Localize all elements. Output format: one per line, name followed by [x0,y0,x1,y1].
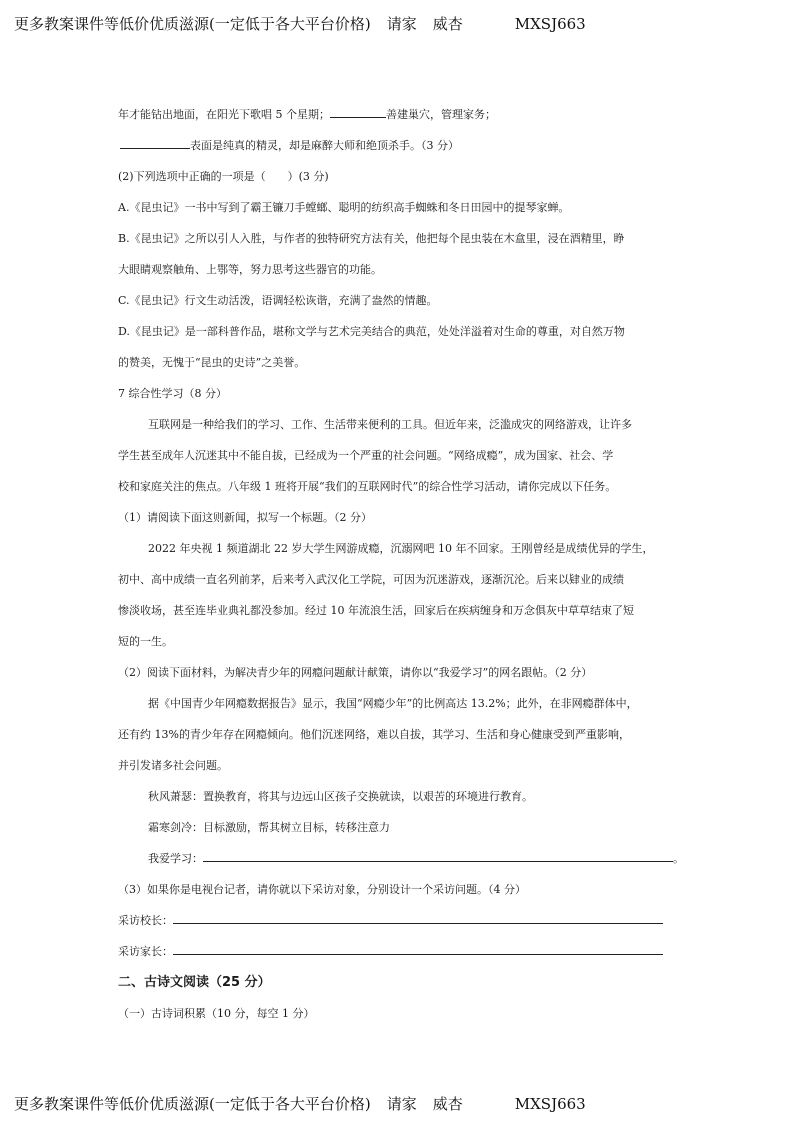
q7-para-1: 互联网是一种给我们的学习、工作、生活带来便利的工具。但近年来，泛滥成灾的网络游戏，让许多 [148,418,632,431]
news-line-3: 惨淡收场，甚至连毕业典礼都没参加。经过 10 年流浪生活，回家后在疾病缠身和万念俱灰中草草结束了短 [118,604,634,617]
answer-blank [203,851,673,862]
section-2-title: 二、古诗文阅读（25 分） [118,975,271,990]
q6-sub2: (2)下列选项中正确的一项是（ ）(3 分) [118,170,329,183]
option-d-line-1: D.《昆虫记》是一部科普作品，堪称文学与艺术完美结合的典范，处处洋溢着对生命的尊重，对自然万物 [118,325,625,338]
interview-principal [118,905,678,936]
interview-parent-blank [173,944,663,955]
interview-parent-label: 采访家长： [118,945,173,958]
option-a: A.《昆虫记》一书中写到了霸王镰刀手螳螂、聪明的纺织高手蜘蛛和冬日田园中的提琴家蝉。 [118,201,570,214]
q6-text-1a: 年才能钻出地面，在阳光下歌唱 5 个星期； [118,108,330,121]
q6-text-2: 表面是纯真的精灵，却是麻醉大师和绝顶杀手。（3 分） [190,139,459,152]
option-b-line-2: 大眼睛观察触角、上鄂等，努力思考这些器官的功能。 [118,263,382,276]
header-name: 威杏 [432,15,463,33]
q6-text-1b: 善建巢穴，管理家务； [386,108,496,121]
footer-contact: 请家 [386,1095,417,1113]
q7-title: 7 综合性学习（8 分） [118,387,227,400]
q7-sub-1: （1）请阅读下面这则新闻，拟写一个标题。（2 分） [118,511,372,524]
reply-2: 霜寒剑冷：目标激励，帮其树立目标，转移注意力 [148,821,390,834]
header-text: 更多教案课件等低价优质滋源(一定低于各大平台价格) [14,15,371,33]
page-header [14,13,586,34]
blank-1 [330,107,386,118]
news-line-2: 初中、高中成绩一直名列前茅，后来考入武汉化工学院，可因为沉迷游戏，逐渐沉沦。后来以肄业的成绩 [118,573,624,586]
q6-line-2 [118,130,678,161]
q7-sub-2: （2）阅读下面材料，为解决青少年的网瘾问题献计献策，请你以“我爱学习”的网名跟帖。（2 分） [118,666,593,679]
reply-3-end: 。 [673,852,684,865]
section-2-sub-1: （一）古诗词积累（10 分，每空 1 分） [118,1007,315,1020]
header-code: MXSJ663 [514,15,586,33]
blank-2 [120,138,190,149]
header-contact: 请家 [386,15,417,33]
q7-para-2: 学生甚至成年人沉迷其中不能自拔，已经成为一个严重的社会问题。“网络成瘾”，成为国家、社会、学 [118,449,614,462]
document-body [118,99,684,1029]
news-line-4: 短的一生。 [118,635,173,648]
interview-principal-label: 采访校长： [118,914,173,927]
material-line-3: 并引发诸多社会问题。 [118,759,228,772]
reply-3 [118,843,684,874]
q7-sub-3: （3）如果你是电视台记者，请你就以下采访对象，分别设计一个采访问题。（4 分） [118,883,526,896]
reply-3-label: 我爱学习： [148,852,203,865]
reply-1: 秋风萧瑟：置换教育，将其与边远山区孩子交换就读，以艰苦的环境进行教育。 [148,790,533,803]
material-line-1: 据《中国青少年网瘾数据报告》显示，我国“网瘾少年”的比例高达 13.2%；此外，在非网瘾群体中， [148,697,638,710]
interview-parent [118,936,678,967]
footer-code: MXSJ663 [514,1095,586,1113]
page-footer [14,1093,586,1114]
q6-line-1 [118,99,678,130]
q7-para-3: 校和家庭关注的焦点。八年级 1 班将开展“我们的互联网时代”的综合性学习活动，请你完成以下任务。 [118,480,617,493]
interview-principal-blank [173,913,663,924]
news-line-1: 2022 年央视 1 频道湖北 22 岁大学生网游成瘾，沉溺网吧 10 年不回家。王刚曾经是成绩优异的学生， [148,542,654,555]
option-c: C.《昆虫记》行文生动活泼，语调轻松诙谐，充满了盎然的情趣。 [118,294,438,307]
footer-name: 威杏 [432,1095,463,1113]
option-b-line-1: B.《昆虫记》之所以引人入胜，与作者的独特研究方法有关，他把每个昆虫装在木盒里，浸在酒精里，睁 [118,232,625,245]
footer-text: 更多教案课件等低价优质滋源(一定低于各大平台价格) [14,1095,371,1113]
option-d-line-2: 的赞美，无愧于“昆虫的史诗”之美誉。 [118,356,306,369]
material-line-2: 还有约 13%的青少年存在网瘾倾向。他们沉迷网络，难以自拔，其学习、生活和身心健康受到严重影响， [118,728,630,741]
